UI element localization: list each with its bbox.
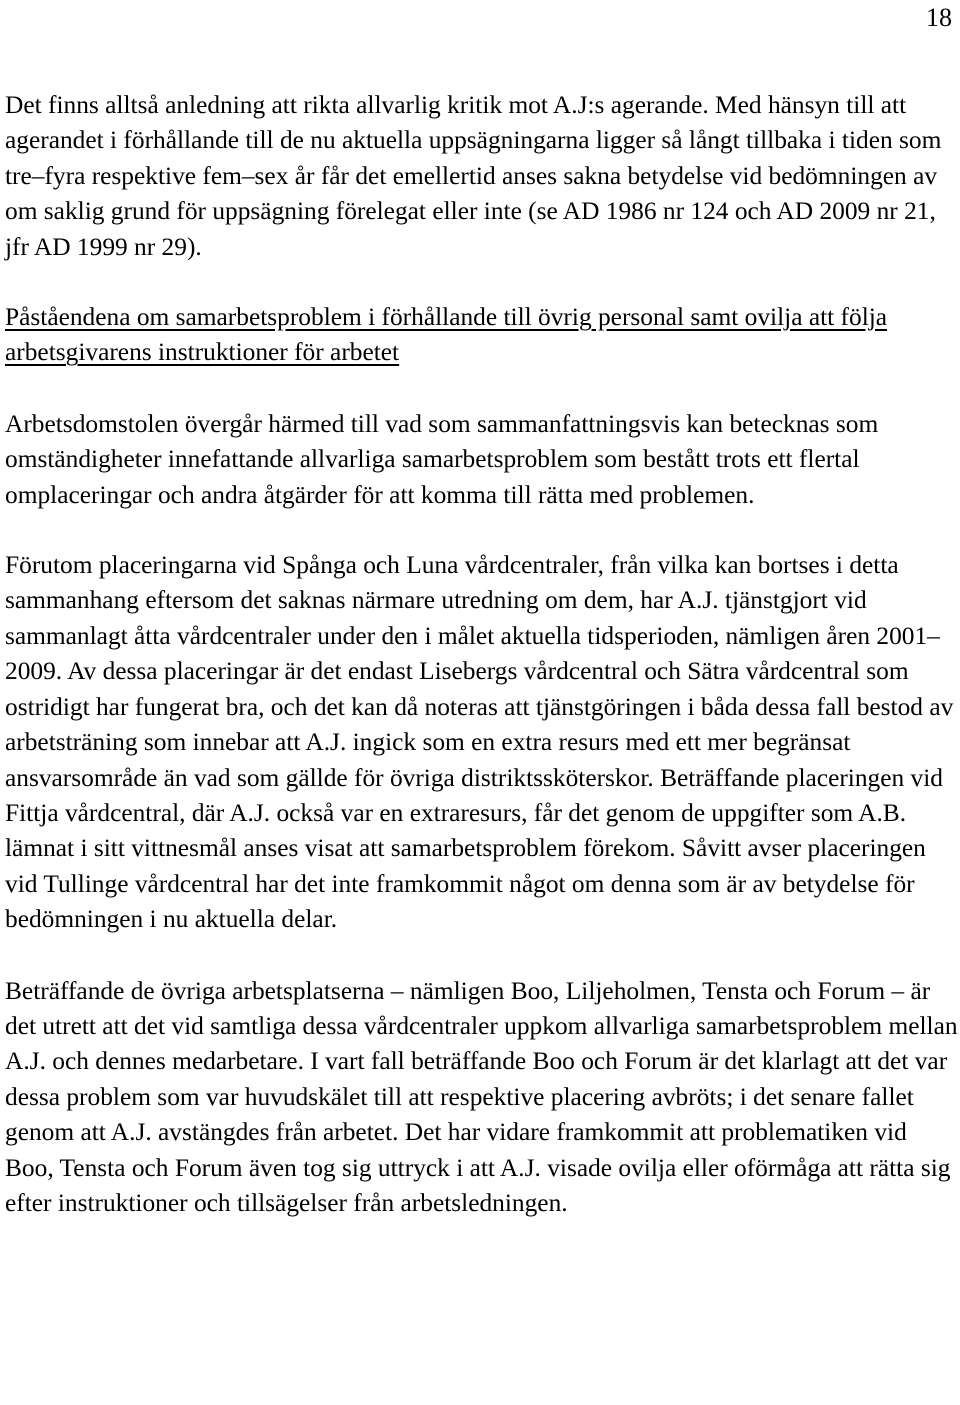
paragraph: Det finns alltså anledning att rikta allvarlig kritik mot A.J:s agerande. Med hänsyn till att agerandet i förhållande till de nu aktuella uppsägningarna ligger så långt tillbaka i tiden som tre–fyra respektive fem–sex år får det emellertid anses sakna betydelse vid bedömningen av om saklig grund för uppsägning förelegat eller inte (se AD 1986 nr 124 och AD 2009 nr 21, jfr AD 1999 nr 29). <box>5 91 942 261</box>
paragraph: Förutom placeringarna vid Spånga och Luna vårdcentraler, från vilka kan bortses i detta sammanhang eftersom det saknas närmare utredning om dem, har A.J. tjänstgjort vid sammanlagt åtta vårdcentraler under den i målet aktuella tidsperioden, nämligen åren 2001–2009. Av dessa placeringar är det endast Lisebergs vårdcentral och Sätra vårdcentral som ostridigt har fungerat bra, och det kan då noteras att tjänstgöringen i båda dessa fall bestod av arbetsträning som innebar att A.J. ingick som en extra resurs med ett mer begränsat ansvarsområde än vad som gällde för övriga distriktssköterskor. Beträffande placeringen vid Fittja vårdcentral, där A.J. också var en extraresurs, får det genom de uppgifter som A.B. lämnat i sitt vittnesmål anses visat att samarbetsproblem förekom. Såvitt avser placeringen vid Tullinge vårdcentral har det inte framkommit något om denna som är av betydelse för bedömningen i nu aktuella delar. <box>5 551 954 934</box>
page-number: 18 <box>926 3 952 32</box>
paragraph: Arbetsdomstolen övergår härmed till vad som sammanfattningsvis kan betecknas som omständigheter innefattande allvarliga samarbetsproblem som bestått trots ett flertal omplaceringar och andra åtgärder för att komma till rätta med problemen. <box>5 409 879 509</box>
paragraph: Beträffande de övriga arbetsplatserna – nämligen Boo, Liljeholmen, Tensta och Forum – är det utrett att det vid samtliga dessa vårdcentraler uppkom allvarliga samarbetsproblem mellan A.J. och dennes medarbetare. I vart fall beträffande Boo och Forum är det klarlagt att det var dessa problem som var huvudskälet till att respektive placering avbröts; i det senare fallet genom att A.J. avstängdes från arbetet. Det har vidare framkommit att problematiken vid Boo, Tensta och Forum även tog sig uttryck i att A.J. visade ovilja eller oförmåga att rätta sig efter instruktioner och tillsägelser från arbetsledningen. <box>5 976 958 1217</box>
document-body <box>5 88 960 1221</box>
section-heading: Påståendena om samarbetsproblem i förhållande till övrig personal samt ovilja att följa arbetsgivarens instruktioner för arbetet <box>5 303 888 367</box>
